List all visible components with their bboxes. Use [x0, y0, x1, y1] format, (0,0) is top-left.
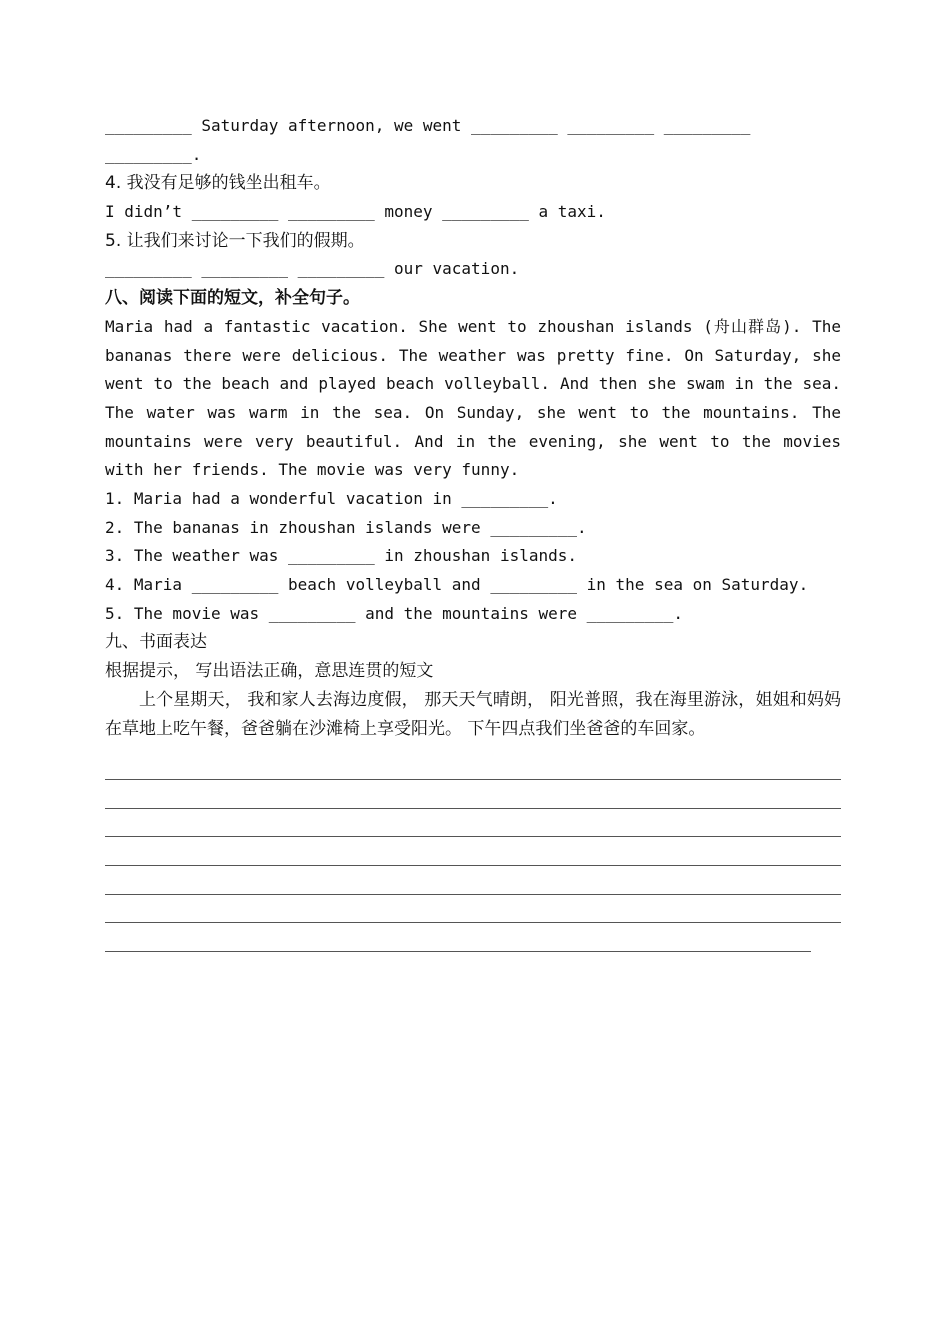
writing-line[interactable] [105, 751, 841, 780]
reading-question-2: 2. The bananas in zhoushan islands were _________. [105, 517, 587, 537]
writing-prompt: 上个星期天， 我和家人去海边度假， 那天天气晴朗， 阳光普照，我在海里游泳，姐姐和妈妈在草地上吃午餐，爸爸躺在沙滩椅上享受阳光。 下午四点我们坐爸爸的车回家。 [105, 689, 841, 739]
reading-question-3: 3. The weather was _________ in zhoushan islands. [105, 546, 578, 566]
translation-question-5: 5. 让我们来讨论一下我们的假期。 [105, 230, 365, 251]
translation-answer-line-4: I didn’t _________ _________ money _________ a taxi. [105, 202, 606, 222]
translation-question-4: 4. 我没有足够的钱坐出租车。 [105, 173, 331, 194]
translation-answer-line-5: _________ _________ _________ our vacation. [105, 259, 520, 279]
writing-line[interactable] [105, 780, 841, 809]
reading-passage: Maria had a fantastic vacation. She went to zhoushan islands (舟山群岛). The bananas there were delicious. The weather was pretty fine. On Saturday, she went to the beach and played beach volleyball. And then she swam in the sea. The water was warm in the sea. On Sunday, she went to the mountains. The mountains were very beautiful. And in the evening, she went to the movies with her friends. The movie was very funny. [105, 316, 841, 480]
writing-line[interactable] [105, 837, 841, 866]
reading-question-1: 1. Maria had a wonderful vacation in _________. [105, 489, 558, 509]
writing-line[interactable] [105, 866, 841, 895]
writing-line[interactable] [105, 923, 811, 952]
reading-question-5: 5. The movie was _________ and the mountains were _________. [105, 603, 683, 623]
translation-answer-line-3a: _________ Saturday afternoon, we went _________ _________ _________ [105, 116, 751, 135]
section-9-instruction: 根据提示， 写出语法正确，意思连贯的短文 [105, 661, 434, 682]
writing-line[interactable] [105, 809, 841, 838]
reading-question-4: 4. Maria _________ beach volleyball and _________ in the sea on Saturday. [105, 575, 809, 595]
writing-area[interactable] [105, 751, 841, 952]
translation-answer-line-3b: _________. [105, 144, 202, 164]
section-9-title: 九、书面表达 [105, 632, 207, 653]
section-8-title: 八、阅读下面的短文，补全句子。 [105, 288, 360, 309]
worksheet-page [105, 112, 841, 952]
writing-line[interactable] [105, 895, 841, 924]
